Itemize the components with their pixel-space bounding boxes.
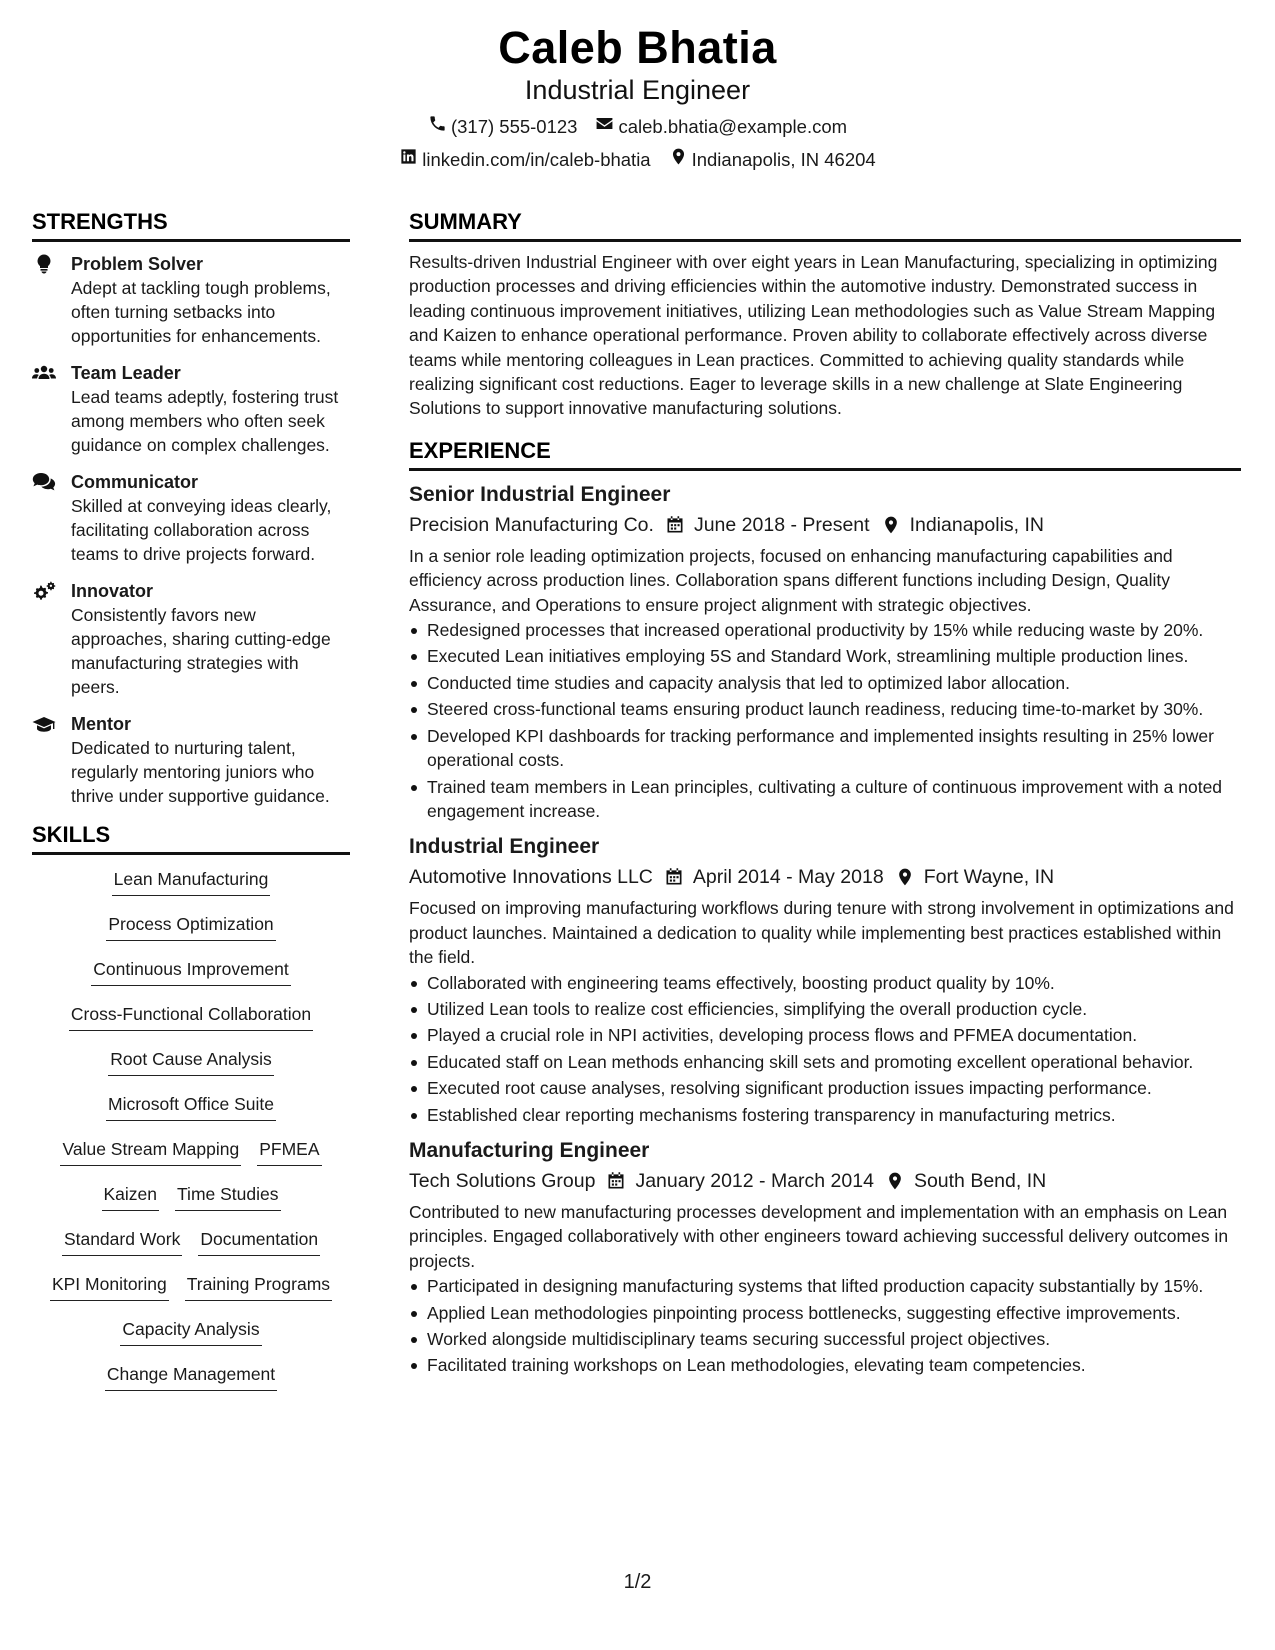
skill-row [32,1137,350,1166]
users-icon [32,363,56,383]
page-indicator: 1/2 [623,1571,652,1593]
list-item: Worked alongside multidisciplinary teams securing successful project objectives. [409,1327,1241,1351]
job-dates: January 2012 - March 2014 [635,1169,874,1192]
skill-row [32,1047,350,1076]
envelope-icon [595,114,614,139]
skill-tag: Change Management [105,1362,277,1391]
map-marker-icon [885,1171,905,1191]
candidate-name: Caleb Bhatia [498,22,777,73]
linkedin-icon [399,147,418,172]
job-title: Manufacturing Engineer [409,1138,650,1162]
resume-header [0,22,1275,172]
job-description: Focused on improving manufacturing workflows during tenure with strong involvement in optimizations and product launches. Maintained a dedication to quality while implementing best practices established within the field. [409,898,1234,968]
list-item: Utilized Lean tools to realize cost efficiencies, simplifying the overall production cycle. [409,997,1241,1021]
list-item: Participated in designing manufacturing systems that lifted production capacity substantially by 15%. [409,1274,1241,1298]
candidate-title: Industrial Engineer [524,75,751,105]
job-location: Indianapolis, IN [909,513,1044,536]
list-item: Executed root cause analyses, resolving significant production issues impacting performance. [409,1076,1241,1100]
list-item: Played a crucial role in NPI activities, developing process flows and PFMEA documentation. [409,1023,1241,1047]
skill-row [32,1182,350,1211]
list-item: Conducted time studies and capacity analysis that led to optimized labor allocation. [409,671,1241,695]
skill-tag: Root Cause Analysis [108,1047,273,1076]
skill-row [32,1362,350,1391]
cogs-icon [32,581,56,601]
job-entry [409,833,1241,1127]
lightbulb-icon [32,254,56,274]
skills-list [32,867,350,1391]
map-marker-icon [895,867,915,887]
strengths-list [32,252,350,808]
contact-email[interactable]: caleb.bhatia@example.com [595,114,847,139]
skill-row [32,912,350,941]
skill-tag: Lean Manufacturing [112,867,271,896]
job-meta [409,1167,1241,1195]
skill-row [32,1092,350,1121]
skill-tag: Capacity Analysis [120,1317,261,1346]
job-location: South Bend, IN [913,1169,1047,1192]
strength-item: Communicator Skilled at conveying ideas clearly, facilitating collaboration across teams to drive projects forward. [32,470,350,566]
skill-row [32,1317,350,1346]
summary-text: Results-driven Industrial Engineer with over eight years in Lean Manufacturing, specializing in optimizing production processes and driving efficiencies within the automotive industry. Demonstrated success in leading continuous improvement initiatives, utilizing Lean methodologies such as Value Stream Mapping and Kaizen to enhance operational performance. Proven ability to collaborate effectively across diverse teams while mentoring colleagues in Lean practices. Committed to achieving quality standards while realizing significant cost reductions. Eager to leverage skills in a new challenge at Slate Engineering Solutions to support innovative manufacturing solutions. [409,252,1218,419]
skill-tag: Training Programs [185,1272,332,1301]
job-location: Fort Wayne, IN [923,866,1055,889]
calendar-icon [606,1171,626,1191]
right-column [409,208,1241,1380]
skill-row [32,957,350,986]
strength-item: Mentor Dedicated to nurturing talent, regularly mentoring juniors who thrive under supportive guidance. [32,712,350,808]
skill-tag: Value Stream Mapping [60,1137,241,1166]
list-item: Facilitated training workshops on Lean methodologies, elevating team competencies. [409,1353,1241,1377]
list-item: Collaborated with engineering teams effectively, boosting product quality by 10%. [409,971,1241,995]
strength-item: Problem Solver Adept at tackling tough problems, often turning setbacks into opportunities for enhancements. [32,252,350,348]
job-entry [409,1137,1241,1378]
summary-heading: SUMMARY [409,208,1241,242]
map-marker-icon [881,515,901,535]
calendar-icon [664,867,684,887]
strengths-heading: STRENGTHS [32,208,350,242]
list-item: Redesigned processes that increased operational productivity by 15% while reducing waste by 20%. [409,618,1241,642]
contact-phone: (317) 555-0123 [428,114,578,139]
skill-row [32,1002,350,1031]
job-bullets [409,618,1241,823]
skill-tag: Cross-Functional Collaboration [69,1002,313,1031]
skill-tag: KPI Monitoring [50,1272,169,1301]
list-item: Developed KPI dashboards for tracking performance and implemented insights resulting in 25% lower operational costs. [409,724,1241,773]
contact-line-1 [0,114,1275,139]
skill-tag: Time Studies [175,1182,280,1211]
skills-heading: SKILLS [32,821,350,855]
skill-tag: Documentation [198,1227,320,1256]
skill-row [32,1227,350,1256]
strength-item: Innovator Consistently favors new approaches, sharing cutting-edge manufacturing strategies with peers. [32,579,350,699]
contact-location: Indianapolis, IN 46204 [669,147,876,172]
job-meta [409,863,1241,891]
list-item: Applied Lean methodologies pinpointing process bottlenecks, suggesting effective improvements. [409,1301,1241,1325]
strength-item: Team Leader Lead teams adeptly, fostering trust among members who often seek guidance on complex challenges. [32,361,350,457]
left-column [32,208,350,1407]
skill-tag: Microsoft Office Suite [106,1092,276,1121]
list-item: Executed Lean initiatives employing 5S and Standard Work, streamlining multiple production lines. [409,644,1241,668]
skill-row [32,867,350,896]
skill-tag: Continuous Improvement [91,957,291,986]
calendar-icon [665,515,685,535]
skill-tag: Process Optimization [106,912,275,941]
job-description: Contributed to new manufacturing processes development and implementation with an emphasis on Lean principles. Engaged collaboratively with other engineers toward achieving successful delivery outcomes in projects. [409,1201,1229,1271]
list-item: Educated staff on Lean methods enhancing skill sets and promoting excellent operational behavior. [409,1050,1241,1074]
company-name: Automotive Innovations LLC [409,866,653,889]
graduation-cap-icon [32,714,56,734]
job-dates: June 2018 - Present [693,513,870,536]
list-item: Steered cross-functional teams ensuring product launch readiness, reducing time-to-market by 30%. [409,697,1241,721]
experience-heading: EXPERIENCE [409,437,1241,471]
contact-line-2 [0,147,1275,172]
list-item: Trained team members in Lean principles, cultivating a culture of continuous improvement with a noted engagement increase. [409,775,1241,824]
job-bullets [409,1274,1241,1378]
skill-tag: Kaizen [102,1182,160,1211]
job-dates: April 2014 - May 2018 [692,866,884,889]
job-entry [409,481,1241,823]
skill-row [32,1272,350,1301]
job-title: Industrial Engineer [409,835,600,859]
phone-icon [428,114,447,139]
skill-tag: PFMEA [257,1137,321,1166]
comments-icon [32,472,56,492]
job-meta [409,511,1241,539]
company-name: Tech Solutions Group [409,1169,596,1192]
map-marker-icon [669,147,688,172]
contact-linkedin[interactable]: linkedin.com/in/caleb-bhatia [399,147,650,172]
skill-tag: Standard Work [62,1227,182,1256]
job-description: In a senior role leading optimization projects, focused on enhancing manufacturing capabilities and efficiency across production lines. Collaboration spans different functions including Design, Quality Assurance, and Operations to ensure project alignment with strategic objectives. [409,545,1173,615]
company-name: Precision Manufacturing Co. [409,513,654,536]
job-title: Senior Industrial Engineer [409,482,671,506]
job-bullets [409,971,1241,1127]
list-item: Established clear reporting mechanisms fostering transparency in manufacturing metrics. [409,1103,1241,1127]
